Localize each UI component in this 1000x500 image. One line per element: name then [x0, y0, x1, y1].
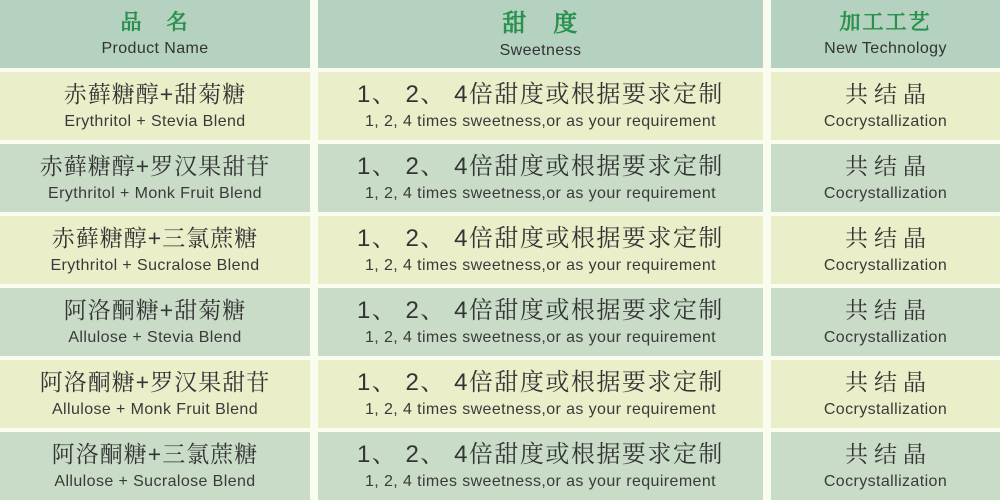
product-cell [0, 144, 310, 212]
process-cell [771, 360, 1000, 428]
header-product-name-en: Product Name [101, 39, 209, 57]
product-name-zh: 阿洛酮糖+甜菊糖 [63, 297, 247, 324]
process-en: Cocrystallization [823, 328, 948, 346]
header-sweetness-en: Sweetness [499, 41, 582, 59]
process-cell [771, 288, 1000, 356]
sweetness-zh: 1、 2、 4倍甜度或根据要求定制 [357, 440, 724, 468]
header-technology-en: New Technology [824, 39, 947, 57]
sweetness-zh: 1、 2、 4倍甜度或根据要求定制 [357, 80, 724, 108]
sweetness-en: 1, 2, 4 times sweetness,or as your requirement [365, 185, 716, 203]
process-zh: 共结晶 [845, 297, 932, 324]
product-name-zh: 阿洛酮糖+罗汉果甜苷 [39, 369, 271, 396]
product-name-en: Erythritol + Stevia Blend [64, 112, 246, 130]
sweetness-en: 1, 2, 4 times sweetness,or as your requirement [365, 473, 716, 491]
process-en: Cocrystallization [823, 400, 948, 418]
process-zh: 共结晶 [845, 369, 932, 396]
sweetness-cell [318, 288, 763, 356]
process-zh: 共结晶 [845, 81, 932, 108]
product-name-en: Allulose + Monk Fruit Blend [51, 400, 258, 418]
header-technology [771, 0, 1000, 68]
process-en: Cocrystallization [823, 184, 948, 202]
header-product-name-zh: 品 名 [120, 11, 190, 35]
product-name-en: Allulose + Stevia Blend [68, 328, 242, 346]
header-sweetness [318, 0, 763, 68]
sweetness-zh: 1、 2、 4倍甜度或根据要求定制 [357, 224, 724, 252]
process-zh: 共结晶 [845, 153, 932, 180]
product-name-zh: 赤藓糖醇+三氯蔗糖 [51, 225, 259, 252]
product-cell [0, 72, 310, 140]
header-product-name [0, 0, 310, 68]
sweetness-en: 1, 2, 4 times sweetness,or as your requirement [365, 113, 716, 131]
process-en: Cocrystallization [823, 256, 948, 274]
sweetness-zh: 1、 2、 4倍甜度或根据要求定制 [357, 152, 724, 180]
product-cell [0, 360, 310, 428]
product-name-en: Erythritol + Sucralose Blend [50, 256, 260, 274]
process-en: Cocrystallization [823, 472, 948, 490]
process-cell [771, 216, 1000, 284]
sweetness-cell [318, 432, 763, 500]
process-en: Cocrystallization [823, 112, 948, 130]
sweetness-en: 1, 2, 4 times sweetness,or as your requirement [365, 401, 716, 419]
process-zh: 共结晶 [845, 225, 932, 252]
header-sweetness-zh: 甜 度 [502, 9, 579, 37]
header-technology-zh: 加工工艺 [839, 11, 932, 35]
sweetness-en: 1, 2, 4 times sweetness,or as your requirement [365, 257, 716, 275]
product-cell [0, 432, 310, 500]
sweetness-cell [318, 216, 763, 284]
product-cell [0, 216, 310, 284]
sweetness-zh: 1、 2、 4倍甜度或根据要求定制 [357, 296, 724, 324]
sweetness-en: 1, 2, 4 times sweetness,or as your requirement [365, 329, 716, 347]
sweetness-cell [318, 72, 763, 140]
product-name-en: Erythritol + Monk Fruit Blend [48, 184, 262, 202]
product-name-zh: 赤藓糖醇+甜菊糖 [63, 81, 247, 108]
process-cell [771, 432, 1000, 500]
sweetness-cell [318, 360, 763, 428]
sweetness-cell [318, 144, 763, 212]
product-name-zh: 阿洛酮糖+三氯蔗糖 [51, 441, 259, 468]
process-zh: 共结晶 [845, 441, 932, 468]
sweetness-zh: 1、 2、 4倍甜度或根据要求定制 [357, 368, 724, 396]
process-cell [771, 72, 1000, 140]
product-name-zh: 赤藓糖醇+罗汉果甜苷 [39, 153, 271, 180]
product-name-en: Allulose + Sucralose Blend [54, 472, 256, 490]
process-cell [771, 144, 1000, 212]
product-cell [0, 288, 310, 356]
